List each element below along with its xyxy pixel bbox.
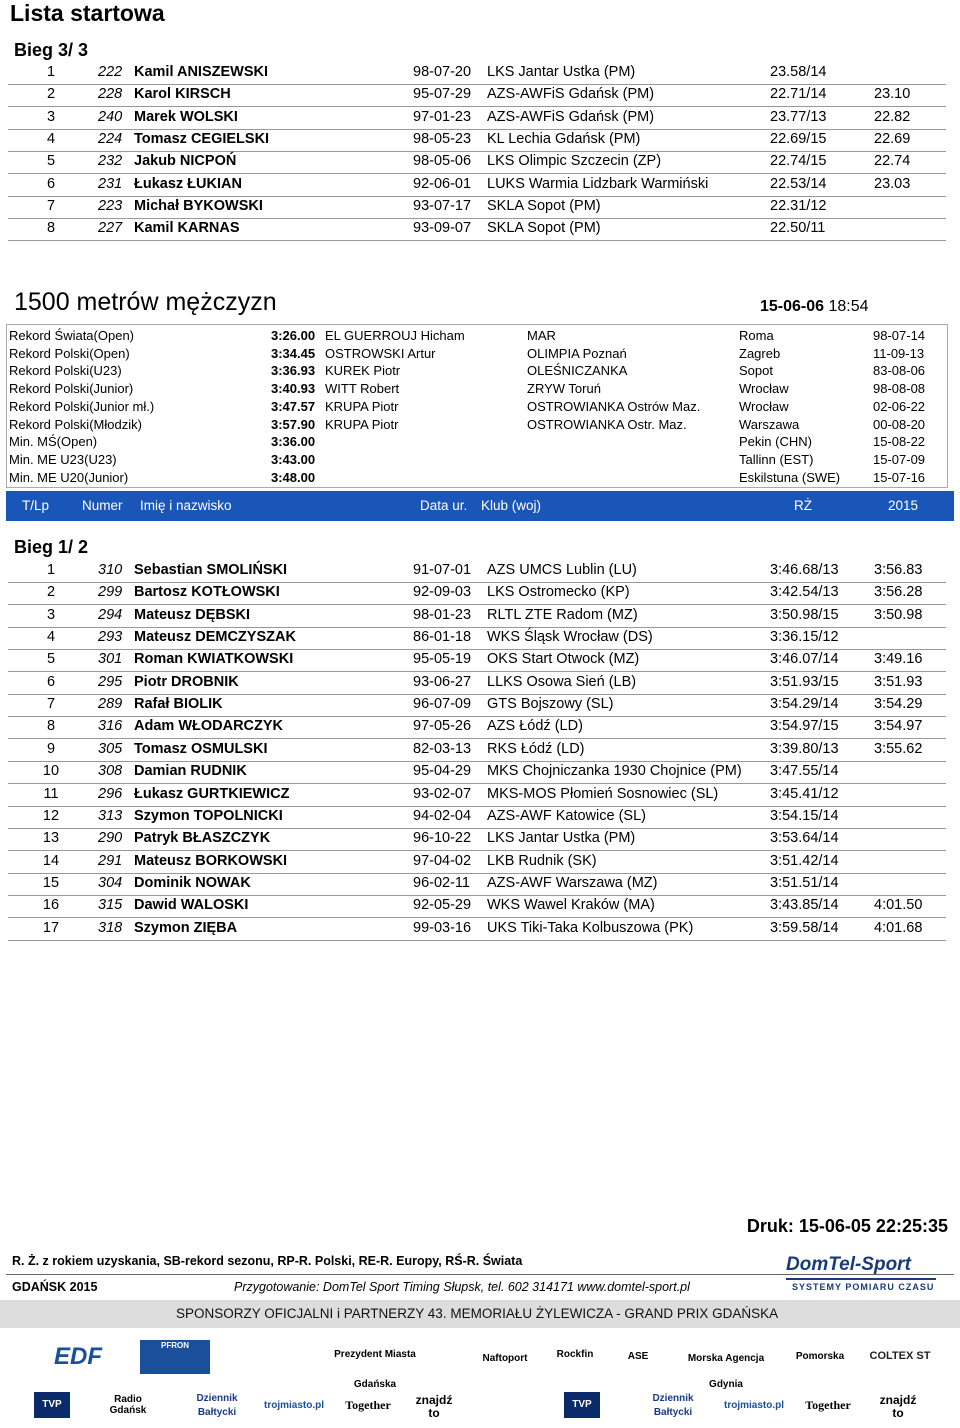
cell-pb: 3:46.07/14 [770, 651, 839, 668]
cell-club: KL Lechia Gdańsk (PM) [487, 130, 641, 147]
sponsor-logo: Together [805, 1398, 851, 1412]
record-result: 3:26.00 [271, 328, 316, 343]
cell-club: LKS Olimpic Szczecin (ZP) [487, 153, 662, 170]
cell-club: SKLA Sopot (PM) [487, 220, 601, 237]
table-row [8, 873, 946, 896]
cell-sb: 3:51.93 [874, 673, 923, 690]
record-date: 15-07-16 [873, 469, 926, 485]
cell-number: 228 [98, 86, 123, 103]
records-box [6, 324, 948, 488]
cell-lp: 13 [42, 830, 60, 847]
cell-lp: 2 [46, 584, 56, 601]
record-place: Eskilstuna (SWE) [739, 469, 841, 485]
table-row [8, 218, 946, 241]
record-name: KRUPA Piotr [325, 398, 399, 414]
cell-pb: 3:43.85/14 [770, 897, 839, 914]
footer-prep: Przygotowanie: DomTel Sport Timing Słupsk, tel. 602 314171 www.domtel-sport.pl [234, 1280, 690, 1294]
cell-number: 310 [98, 562, 123, 578]
col-num: Numer [82, 498, 123, 513]
record-label: Rekord Polski(Młodzik) [9, 416, 142, 432]
cell-pb: 3:51.42/14 [770, 852, 839, 869]
record-name: KUREK Piotr [325, 363, 401, 379]
cell-lp: 16 [42, 897, 60, 914]
cell-lp: 11 [43, 785, 59, 802]
sponsor-logo: trojmiasto.pl [724, 1400, 785, 1411]
cell-lp: 8 [46, 220, 56, 237]
cell-pb: 3:46.68/13 [770, 562, 839, 578]
cell-pb: 23.77/13 [770, 108, 827, 125]
cell-dob: 93-06-27 [413, 673, 472, 690]
cell-club: UKS Tiki-Taka Kolbuszowa (PK) [487, 919, 694, 936]
table-row [8, 761, 946, 784]
col-pb: RŻ [794, 498, 812, 513]
table-row [8, 196, 946, 219]
cell-club: RKS Łódź (LD) [487, 740, 585, 757]
cell-pb: 3:53.64/14 [770, 830, 839, 847]
event-title: 1500 metrów mężczyzn [14, 288, 277, 316]
cell-lp: 10 [42, 763, 60, 780]
record-label: Rekord Polski(Open) [9, 345, 130, 361]
cell-number: 222 [98, 64, 123, 80]
sponsor-logo: trojmiasto.pl [264, 1400, 325, 1411]
cell-lp: 1 [46, 64, 56, 80]
col-name: Imię i nazwisko [140, 498, 232, 513]
record-place: Warszawa [739, 416, 800, 432]
cell-pb: 3:59.58/14 [770, 919, 839, 936]
brand-sub: SYSTEMY POMIARU CZASU [792, 1282, 935, 1292]
record-label: Rekord Polski(U23) [9, 363, 122, 379]
record-label: Rekord Polski(Junior mł.) [9, 398, 155, 414]
cell-number: 231 [98, 175, 123, 192]
cell-dob: 91-07-01 [413, 562, 472, 578]
cell-name: Damian RUDNIK [134, 763, 247, 780]
cell-dob: 98-01-23 [413, 606, 472, 623]
record-row [9, 398, 945, 415]
cell-name: Szymon ZIĘBA [134, 919, 238, 936]
cell-pb: 3:42.54/13 [770, 584, 839, 601]
table-row [8, 62, 946, 85]
table-row [8, 828, 946, 851]
record-date: 15-07-09 [873, 451, 926, 467]
cell-number: 295 [98, 673, 123, 690]
sponsor-logo: Rockfin [556, 1349, 594, 1360]
record-place: Pekin (CHN) [739, 434, 812, 450]
cell-pb: 3:54.15/14 [770, 807, 839, 824]
sponsor-logo [420, 1336, 460, 1374]
cell-pb: 3:50.98/15 [770, 606, 839, 623]
sponsor-logo: COLTEX ST [869, 1350, 931, 1362]
cell-pb: 3:54.97/15 [770, 718, 839, 735]
cell-number: 232 [98, 153, 123, 170]
record-result: 3:40.93 [271, 381, 316, 397]
footer-city: GDAŃSK 2015 [12, 1280, 98, 1294]
cell-sb: 3:49.16 [874, 651, 923, 668]
record-row [9, 433, 945, 450]
cell-name: Mateusz DEMCZYSZAK [134, 629, 296, 646]
cell-number: 296 [98, 785, 123, 802]
cell-sb: 4:01.68 [874, 919, 923, 936]
cell-lp: 8 [46, 718, 56, 735]
cell-lp: 17 [42, 919, 60, 936]
legend-note: R. Ż. z rokiem uzyskania, SB-rekord sezonu, RP-R. Polski, RE-R. Europy, RŚ-R. Świata [12, 1254, 523, 1268]
sponsor-logo: Pomorska [795, 1351, 845, 1362]
record-row [9, 451, 945, 468]
table-row [8, 716, 946, 739]
cell-sb: 3:56.83 [874, 562, 923, 578]
cell-pb: 3:45.41/12 [770, 785, 839, 802]
cell-name: Mateusz DĘBSKI [134, 606, 251, 623]
table-row [8, 627, 946, 650]
sponsor-logo: TVP [564, 1392, 600, 1418]
cell-pb: 3:36.15/12 [770, 629, 839, 646]
table-row [8, 851, 946, 874]
cell-name: Łukasz GURTKIEWICZ [134, 785, 290, 802]
record-row [9, 362, 945, 379]
cell-lp: 2 [46, 86, 56, 103]
cell-number: 293 [98, 629, 123, 646]
column-header-bar [6, 491, 954, 521]
cell-club: OKS Start Otwock (MZ) [487, 651, 640, 668]
cell-pb: 3:51.93/15 [770, 673, 839, 690]
sponsor-logo: Together [345, 1398, 391, 1412]
table-row [8, 806, 946, 829]
cell-sb: 3:54.29 [874, 696, 923, 713]
cell-lp: 4 [46, 629, 56, 646]
record-club: ZRYW Toruń [527, 381, 601, 397]
sponsor-logo: Radio Gdańsk [109, 1394, 147, 1416]
heat-title-b: Bieg 1/ 2 [14, 537, 89, 557]
cell-number: 308 [98, 763, 123, 780]
cell-name: Kamil ANISZEWSKI [134, 64, 269, 80]
cell-dob: 98-05-06 [413, 153, 472, 170]
table-row [8, 84, 946, 107]
cell-name: Tomasz CEGIELSKI [134, 130, 270, 147]
table-row [8, 694, 946, 717]
col-sb: 2015 [888, 498, 919, 513]
cell-pb: 3:39.80/13 [770, 740, 839, 757]
cell-pb: 22.50/11 [770, 220, 826, 237]
cell-lp: 4 [46, 130, 56, 147]
record-place: Sopot [739, 363, 773, 379]
record-name: KRUPA Piotr [325, 416, 399, 432]
cell-lp: 14 [42, 852, 60, 869]
col-lp: T/Lp [22, 498, 50, 513]
cell-name: Mateusz BORKOWSKI [134, 852, 288, 869]
cell-dob: 97-05-26 [413, 718, 472, 735]
record-club: MAR [527, 328, 556, 343]
cell-number: 316 [98, 718, 123, 735]
cell-name: Piotr DROBNIK [134, 673, 239, 690]
cell-name: Roman KWIATKOWSKI [134, 651, 294, 668]
record-result: 3:36.93 [271, 363, 316, 379]
cell-dob: 93-09-07 [413, 220, 472, 237]
cell-club: MKS-MOS Płomień Sosnowiec (SL) [487, 785, 719, 802]
cell-club: AZS-AWF Warszawa (MZ) [487, 874, 658, 891]
cell-sb: 22.74 [874, 153, 911, 170]
cell-club: AZS-AWF Katowice (SL) [487, 807, 646, 824]
cell-pb: 22.69/15 [770, 130, 827, 147]
sponsor-logo: Dziennik Bałtycki [196, 1393, 238, 1418]
cell-pb: 3:47.55/14 [770, 763, 839, 780]
record-date: 83-08-06 [873, 363, 926, 379]
record-place: Wrocław [739, 381, 789, 397]
record-name: EL GUERROUJ Hicham [325, 328, 465, 343]
sponsor-title: SPONSORZY OFICJALNI i PARTNERZY 43. MEMORIAŁU ŻYLEWICZA - GRAND PRIX GDAŃSKA [176, 1306, 779, 1321]
cell-name: Bartosz KOTŁOWSKI [134, 584, 280, 601]
cell-number: 305 [98, 740, 123, 757]
sponsor-logo: PFRON [140, 1340, 210, 1374]
cell-dob: 95-05-19 [413, 651, 472, 668]
cell-number: 289 [98, 696, 123, 713]
cell-pb: 3:54.29/14 [770, 696, 839, 713]
record-club: OSTROWIANKA Ostrów Maz. [527, 398, 701, 414]
cell-club: LKB Rudnik (SK) [487, 852, 597, 869]
record-date: 11-09-13 [873, 345, 925, 361]
record-label: Rekord Świata(Open) [9, 328, 134, 343]
record-name: WITT Robert [325, 381, 400, 397]
record-label: Rekord Polski(Junior) [9, 381, 134, 397]
cell-club: WKS Wawel Kraków (MA) [487, 897, 655, 914]
cell-pb: 22.71/14 [770, 86, 827, 103]
record-date: 98-07-14 [873, 328, 926, 343]
sponsor-logo: EDF [54, 1343, 102, 1370]
sponsor-logo [476, 1396, 514, 1414]
cell-lp: 1 [46, 562, 56, 578]
cell-pb: 22.74/15 [770, 153, 827, 170]
table-row [8, 151, 946, 174]
sponsor-logo: znajdź to [415, 1393, 453, 1420]
sponsor-logo: Dziennik Bałtycki [652, 1393, 694, 1418]
cell-lp: 7 [46, 197, 56, 214]
cell-club: LKS Jantar Ustka (PM) [487, 64, 636, 80]
sponsor-logo: Naftoport [482, 1353, 528, 1364]
cell-name: Jakub NICPOŃ [134, 153, 237, 170]
record-place: Roma [739, 328, 774, 343]
table-row [8, 918, 946, 941]
cell-name: Sebastian SMOLIŃSKI [134, 562, 288, 578]
cell-number: 227 [98, 220, 123, 237]
cell-dob: 95-04-29 [413, 763, 472, 780]
record-result: 3:43.00 [271, 451, 316, 467]
cell-dob: 96-07-09 [413, 696, 472, 713]
cell-name: Marek WOLSKI [134, 108, 238, 125]
cell-name: Karol KIRSCH [134, 86, 231, 103]
cell-lp: 3 [46, 108, 56, 125]
cell-name: Adam WŁODARCZYK [134, 718, 284, 735]
table-row [8, 582, 946, 605]
table-row [8, 174, 946, 197]
table-row [8, 672, 946, 695]
record-club: OLIMPIA Poznań [527, 345, 627, 361]
cell-club: RLTL ZTE Radom (MZ) [487, 606, 638, 623]
cell-number: 315 [98, 897, 123, 914]
cell-club: LUKS Warmia Lidzbark Warmiński [487, 175, 709, 192]
record-row [9, 469, 945, 486]
cell-name: Dominik NOWAK [134, 874, 251, 891]
domtel-logo [786, 1254, 946, 1298]
cell-number: 291 [98, 852, 123, 869]
record-place: Tallinn (EST) [739, 451, 814, 467]
sponsor-logo: Morska Agencja Gdynia [687, 1353, 765, 1390]
cell-name: Łukasz ŁUKIAN [134, 175, 242, 192]
record-date: 02-06-22 [873, 398, 926, 414]
cell-number: 313 [98, 807, 123, 824]
record-club: OLEŚNICZANKA [527, 363, 628, 379]
cell-club: AZS Łódź (LD) [487, 718, 583, 735]
event-datetime [760, 298, 869, 316]
cell-name: Kamil KARNAS [134, 220, 240, 237]
cell-lp: 6 [46, 175, 56, 192]
cell-sb: 3:56.28 [874, 584, 923, 601]
cell-club: GTS Bojszowy (SL) [487, 696, 614, 713]
cell-sb: 22.69 [874, 130, 911, 147]
cell-sb: 23.03 [874, 175, 911, 192]
cell-sb: 4:01.50 [874, 897, 923, 914]
event-date: 15-06-06 [760, 298, 825, 315]
record-label: Min. ME U23(U23) [9, 451, 117, 467]
cell-number: 294 [98, 606, 123, 623]
record-name: OSTROWSKI Artur [325, 345, 436, 361]
cell-club: LKS Jantar Ustka (PM) [487, 830, 636, 847]
cell-name: Michał BYKOWSKI [134, 197, 263, 214]
cell-sb: 3:54.97 [874, 718, 923, 735]
cell-dob: 92-06-01 [413, 175, 472, 192]
sponsor-logo: Prezydent Miasta Gdańska [334, 1349, 416, 1390]
cell-number: 299 [98, 584, 123, 601]
cell-club: AZS-AWFiS Gdańsk (PM) [487, 108, 655, 125]
record-date: 00-08-20 [873, 416, 926, 432]
print-timestamp: Druk: 15-06-05 22:25:35 [746, 1216, 948, 1236]
record-place: Wrocław [739, 398, 789, 414]
cell-dob: 95-07-29 [413, 86, 472, 103]
cell-number: 290 [98, 830, 123, 847]
cell-lp: 6 [46, 673, 56, 690]
cell-number: 240 [98, 108, 123, 125]
record-label: Min. MŚ(Open) [9, 434, 98, 450]
record-result: 3:36.00 [271, 434, 316, 450]
table-row [8, 739, 946, 762]
page-title: Lista startowa [10, 0, 165, 26]
record-result: 3:48.00 [271, 469, 316, 485]
table-row [8, 107, 946, 130]
cell-pb: 3:51.51/14 [770, 874, 839, 891]
cell-dob: 92-05-29 [413, 897, 472, 914]
record-result: 3:34.45 [271, 345, 316, 361]
cell-lp: 5 [46, 651, 56, 668]
cell-lp: 7 [46, 696, 56, 713]
event-time: 18:54 [828, 298, 869, 315]
cell-lp: 5 [46, 153, 56, 170]
cell-name: Dawid WALOSKI [134, 897, 249, 914]
cell-dob: 97-01-23 [413, 108, 472, 125]
cell-number: 304 [98, 874, 123, 891]
table-row [8, 560, 946, 583]
table-row [8, 605, 946, 628]
cell-sb: 23.10 [874, 86, 911, 103]
cell-name: Rafał BIOLIK [134, 696, 223, 713]
cell-name: Tomasz OSMULSKI [134, 740, 268, 757]
table-row [8, 649, 946, 672]
sponsor-logo: ASE [627, 1351, 649, 1362]
cell-lp: 12 [42, 807, 60, 824]
cell-pb: 23.58/14 [770, 64, 827, 80]
cell-dob: 97-04-02 [413, 852, 472, 869]
cell-sb: 3:50.98 [874, 606, 923, 623]
cell-club: LKS Ostromecko (KP) [487, 584, 630, 601]
record-row [9, 327, 945, 344]
cell-lp: 9 [46, 740, 56, 757]
record-result: 3:57.90 [271, 416, 316, 432]
cell-dob: 98-05-23 [413, 130, 472, 147]
brand-underline [786, 1278, 936, 1280]
table-row [8, 895, 946, 918]
cell-pb: 22.31/12 [770, 197, 827, 214]
cell-sb: 3:55.62 [874, 740, 923, 757]
cell-number: 223 [98, 197, 123, 214]
record-label: Min. ME U20(Junior) [9, 469, 129, 485]
cell-pb: 22.53/14 [770, 175, 827, 192]
cell-club: WKS Śląsk Wrocław (DS) [487, 629, 653, 646]
cell-sb: 22.82 [874, 108, 911, 125]
cell-dob: 96-02-11 [413, 874, 470, 891]
cell-lp: 15 [42, 874, 60, 891]
brand-name: DomTel-Sport [786, 1254, 911, 1275]
cell-club: AZS-AWFiS Gdańsk (PM) [487, 86, 655, 103]
record-date: 15-08-22 [873, 434, 926, 450]
cell-dob: 93-02-07 [413, 785, 472, 802]
record-row [9, 416, 945, 433]
sponsor-logo [254, 1336, 324, 1376]
record-date: 98-08-08 [873, 381, 926, 397]
cell-dob: 96-10-22 [413, 830, 472, 847]
record-row [9, 380, 945, 397]
sponsor-logo: znajdź to [879, 1393, 917, 1420]
cell-dob: 99-03-16 [413, 919, 472, 936]
cell-lp: 3 [46, 606, 56, 623]
record-result: 3:47.57 [271, 398, 316, 414]
cell-club: SKLA Sopot (PM) [487, 197, 601, 214]
sponsor-logo: TVP [34, 1392, 70, 1418]
cell-dob: 82-03-13 [413, 740, 472, 757]
record-place: Zagreb [739, 345, 781, 361]
cell-name: Szymon TOPOLNICKI [134, 807, 283, 824]
table-row [8, 784, 946, 807]
cell-dob: 92-09-03 [413, 584, 472, 601]
col-club: Klub (woj) [481, 498, 542, 513]
heat-title-a: Bieg 3/ 3 [14, 40, 89, 60]
cell-dob: 94-02-04 [413, 807, 472, 824]
cell-number: 224 [98, 130, 123, 147]
cell-dob: 93-07-17 [413, 197, 472, 214]
cell-club: MKS Chojniczanka 1930 Chojnice (PM) [487, 763, 742, 780]
cell-dob: 98-07-20 [413, 64, 472, 80]
cell-number: 318 [98, 919, 123, 936]
cell-number: 301 [98, 651, 123, 668]
col-dob: Data ur. [420, 498, 468, 513]
table-row [8, 129, 946, 152]
record-row [9, 345, 945, 362]
cell-name: Patryk BŁASZCZYK [134, 830, 271, 847]
record-club: OSTROWIANKA Ostr. Maz. [527, 416, 687, 432]
cell-club: AZS UMCS Lublin (LU) [487, 562, 637, 578]
cell-dob: 86-01-18 [413, 629, 472, 646]
cell-club: LLKS Osowa Sień (LB) [487, 673, 637, 690]
